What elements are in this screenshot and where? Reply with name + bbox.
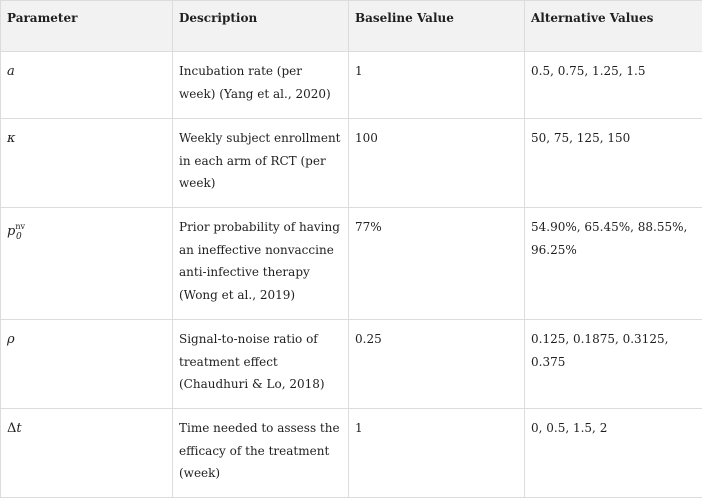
parameter-cell bbox=[1, 409, 173, 498]
parameter-symbol: a bbox=[7, 64, 15, 79]
alternatives-cell: 54.90%, 65.45%, 88.55%, 96.25% bbox=[525, 208, 702, 320]
alternatives-cell: 0.125, 0.1875, 0.3125, 0.375 bbox=[525, 320, 702, 409]
baseline-cell: 0.25 bbox=[349, 320, 525, 409]
parameter-cell bbox=[1, 320, 173, 409]
description-cell: Prior probability of having an ineffective nonvaccine anti-infective therapy (Wong et al., 2019) bbox=[173, 208, 349, 320]
table-row bbox=[1, 409, 702, 498]
description-cell: Incubation rate (per week) (Yang et al., 2020) bbox=[173, 52, 349, 119]
table-row bbox=[1, 208, 702, 320]
alternatives-cell: 50, 75, 125, 150 bbox=[525, 119, 702, 208]
symbol-superscript: nv bbox=[15, 222, 25, 231]
parameter-cell bbox=[1, 119, 173, 208]
header-description: Description bbox=[173, 1, 349, 52]
parameter-symbol bbox=[7, 222, 25, 242]
table-row bbox=[1, 52, 702, 119]
header-row bbox=[1, 1, 702, 52]
parameter-symbol: κ bbox=[7, 131, 16, 146]
parameter-symbol bbox=[7, 421, 22, 436]
baseline-cell: 1 bbox=[349, 409, 525, 498]
description-cell: Time needed to assess the efficacy of the treatment (week) bbox=[173, 409, 349, 498]
parameter-cell bbox=[1, 208, 173, 320]
header-parameter: Parameter bbox=[1, 1, 173, 52]
baseline-cell: 100 bbox=[349, 119, 525, 208]
baseline-cell: 77% bbox=[349, 208, 525, 320]
table-row bbox=[1, 119, 702, 208]
symbol-base: p bbox=[7, 224, 16, 239]
parameter-symbol: ρ bbox=[7, 332, 15, 347]
symbol-subscript: 0 bbox=[16, 231, 22, 242]
symbol-variable: t bbox=[16, 421, 22, 436]
alternatives-cell: 0, 0.5, 1.5, 2 bbox=[525, 409, 702, 498]
baseline-cell: 1 bbox=[349, 52, 525, 119]
description-cell: Signal-to-noise ratio of treatment effect (Chaudhuri & Lo, 2018) bbox=[173, 320, 349, 409]
alternatives-cell: 0.5, 0.75, 1.25, 1.5 bbox=[525, 52, 702, 119]
header-baseline: Baseline Value bbox=[349, 1, 525, 52]
symbol-delta: Δ bbox=[7, 421, 17, 436]
description-cell: Weekly subject enrollment in each arm of RCT (per week) bbox=[173, 119, 349, 208]
parameter-cell bbox=[1, 52, 173, 119]
header-alternatives: Alternative Values bbox=[525, 1, 702, 52]
table-row bbox=[1, 320, 702, 409]
